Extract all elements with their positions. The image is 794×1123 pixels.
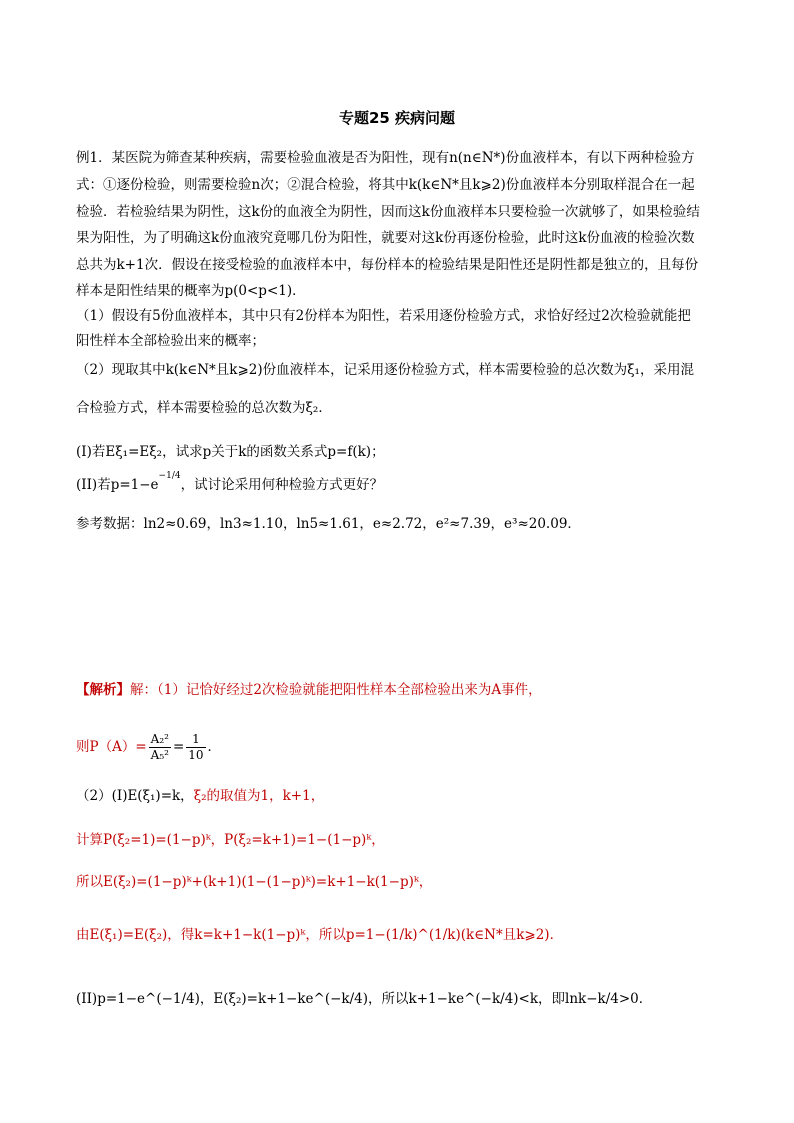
analysis-tag: 【解析】 bbox=[76, 682, 130, 698]
solution-line-6: 由E(ξ₁)=E(ξ₂)，得k=k+1−k(1−p)ᵏ，所以p=1−(1/k)^(1/k)(k∈N*且k⩾2)． bbox=[76, 927, 564, 943]
problem-line-5: 总共为k+1次．假设在接受检验的血液样本中，每份样本的检验结果是阳性还是阴性都是独立的，且每份 bbox=[76, 257, 699, 273]
question-2-line-1: （2）现取其中k(k∈N*且k⩾2)份血液样本，记采用逐份检验方式，样本需要检验的总次数为ξ₁，采用混 bbox=[76, 362, 694, 378]
equals-sign: = bbox=[172, 739, 185, 755]
solution-part2-expectation: （2）(I)E(ξ₁)=k， bbox=[76, 788, 194, 804]
solution-line-1 bbox=[76, 681, 542, 699]
question-1-line-2: 阳性样本全部检验出来的概率； bbox=[76, 333, 265, 349]
fraction-denominator: A₅² bbox=[150, 748, 169, 762]
problem-line-3: 检验．若检验结果为阴性，这k份的血液全为阴性，因而这k份血液样本只要检验一次就够了，如果检验结 bbox=[76, 204, 700, 220]
fraction-numerator: A₂² bbox=[150, 732, 169, 746]
solution-line-2 bbox=[76, 728, 221, 766]
problem-line-2: 式：①逐份检验，则需要检验n次；②混合检验，将其中k(k∈N*且k⩾2)份血液样本分别取样混合在一起 bbox=[76, 177, 695, 193]
part-ii-prefix: (II)若p=1−e bbox=[76, 477, 159, 493]
period: ． bbox=[207, 739, 222, 755]
result-numerator: 1 bbox=[186, 732, 205, 748]
part-ii-suffix: ，试讨论采用何种检验方式更好？ bbox=[180, 477, 384, 493]
question-2-part-ii bbox=[76, 470, 384, 494]
solution-part2-values: ξ₂的取值为1，k+1， bbox=[193, 788, 325, 804]
problem-line-4: 果为阳性，为了明确这k份血液究竟哪几份为阳性，就要对这k份再逐份检验，此时这k份血液的检验次数 bbox=[76, 230, 695, 246]
prob-a-prefix: 则P（A）= bbox=[76, 739, 147, 755]
question-2-part-i: (I)若Eξ₁=Eξ₂，试求p关于k的函数关系式p=f(k)； bbox=[76, 444, 385, 460]
solution-line-5: 所以E(ξ₂)=(1−p)ᵏ+(k+1)(1−(1−p)ᵏ)=k+1−k(1−p)ᵏ， bbox=[76, 874, 433, 890]
arrangement-fraction bbox=[149, 732, 171, 763]
problem-line-1: 例1．某医院为筛查某种疾病，需要检验血液是否为阳性，现有n(n∈N*)份血液样本，有以下两种检验方 bbox=[76, 150, 695, 166]
solution-line-3 bbox=[76, 787, 324, 805]
problem-line-6: 样本是阳性结果的概率为p(0<p<1)． bbox=[76, 283, 306, 299]
question-2-line-2: 合检验方式，样本需要检验的总次数为ξ₂． bbox=[76, 400, 332, 416]
solution-text-1: 解：（1）记恰好经过2次检验就能把阳性样本全部检验出来为A事件， bbox=[130, 682, 542, 698]
result-denominator: 10 bbox=[188, 748, 204, 762]
part-ii-exponent: −1/4 bbox=[158, 470, 181, 481]
result-fraction bbox=[186, 732, 205, 763]
solution-line-7: (II)p=1−e^(−1/4)，E(ξ₂)=k+1−ke^(−k/4)，所以k+1−ke^(−k/4)<k，即lnk−k/4>0． bbox=[76, 991, 653, 1007]
question-1-line-1: （1）假设有5份血液样本，其中只有2份样本为阳性，若采用逐份检验方式，求恰好经过2次检验就能把 bbox=[76, 308, 691, 324]
solution-line-4: 计算P(ξ₂=1)=(1−p)ᵏ，P(ξ₂=k+1)=1−(1−p)ᵏ， bbox=[76, 832, 385, 848]
reference-data: 参考数据：ln2≈0.69，ln3≈1.10，ln5≈1.61，e≈2.72，e²≈7.39，e³≈20.09． bbox=[76, 516, 581, 532]
page-title: 专题25 疾病问题 bbox=[338, 109, 456, 127]
